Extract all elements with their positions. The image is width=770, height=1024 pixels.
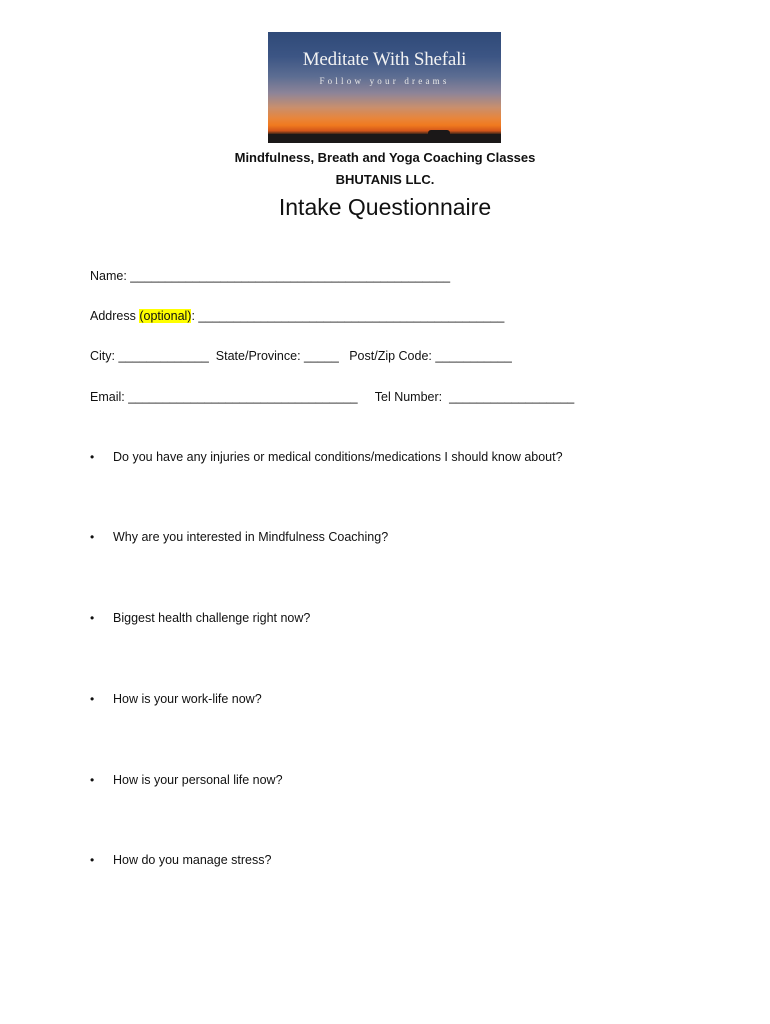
question-text: How is your work-life now?	[113, 692, 262, 706]
question-text: How do you manage stress?	[113, 853, 272, 867]
question-item	[90, 450, 563, 464]
bullet-icon: •	[90, 853, 95, 867]
question-item	[90, 692, 262, 706]
bullet-icon: •	[90, 450, 95, 464]
address-label: Address	[90, 309, 140, 323]
bullet-icon: •	[90, 692, 95, 706]
page-title: Intake Questionnaire	[278, 194, 492, 220]
company-name: BHUTANIS LLC.	[335, 172, 435, 187]
address-optional-highlight: (optional)	[139, 309, 192, 323]
logo-brand-text: Meditate With Shefali	[302, 49, 467, 70]
logo-image	[268, 32, 501, 143]
city-state-zip-field[interactable]: City: _____________ State/Province: _____ Post/Zip Code: ___________	[90, 349, 512, 363]
question-item	[90, 611, 310, 625]
bullet-icon: •	[90, 530, 95, 544]
logo-horizon	[268, 134, 501, 143]
question-text: Why are you interested in Mindfulness Coaching?	[113, 530, 389, 544]
name-field[interactable]: Name: ______________________________________________	[90, 269, 451, 283]
question-text: How is your personal life now?	[113, 773, 283, 787]
question-text: Do you have any injuries or medical conditions/medications I should know about?	[113, 450, 563, 464]
email-tel-field[interactable]: Email: _________________________________ Tel Number: __________________	[90, 390, 575, 404]
question-item	[90, 853, 271, 867]
bullet-icon: •	[90, 773, 95, 787]
address-field[interactable]	[90, 309, 504, 323]
logo-mesa	[428, 130, 450, 135]
question-text: Biggest health challenge right now?	[113, 611, 311, 625]
address-blank: : ____________________________________________	[191, 309, 505, 323]
question-item	[90, 530, 388, 544]
organization-subtitle: Mindfulness, Breath and Yoga Coaching Classes	[234, 150, 536, 165]
question-item	[90, 773, 283, 787]
logo-tagline: Follow your dreams	[319, 76, 450, 86]
bullet-icon: •	[90, 611, 95, 625]
